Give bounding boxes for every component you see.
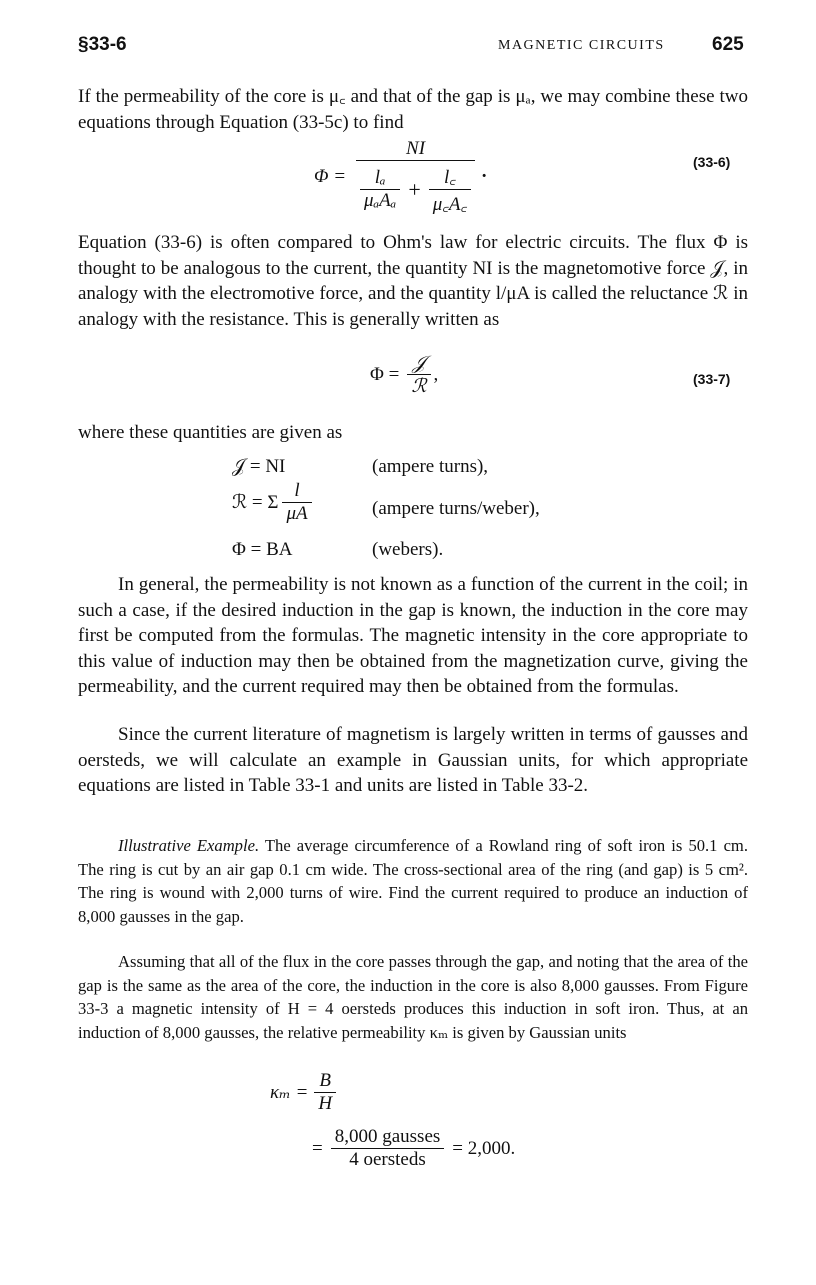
def-magnetomotive-force: 𝒥 = NI (232, 456, 286, 477)
eq1-lhs: Φ = (314, 166, 347, 187)
example-solution-paragraph: Assuming that all of the flux in the core passes through the gap, and noting that the area of the gap is the same as the area of the core, the induction in the core is also 8,000 gausses. From Figure 33-3 a magnetic intensity of H = 4 oersteds produces this induction in soft iron. Thus, at an induction of 8,000 gausses, the relative permeability κₘ is given by Gaussian units (78, 952, 748, 1042)
paragraph-intro: If the permeability of the core is μ꜀ and that of the gap is μₐ, we may combine these two equations through Equation (33-5c) to find (78, 86, 748, 133)
paragraph-general-permeability: In general, the permeability is not known as a function of the current in the coil; in such a case, if the desired induction in the gap is known, the induction in the core may first be computed from the formulas. The magnetic intensity in the core appropriate to this value of induction may then be obtained from the magnetization curve, giving the permeability, and the current required may then be obtained from the formulas. (78, 574, 748, 697)
illustrative-example (78, 834, 748, 928)
example-body: The average circumference of a Rowland ring of soft iron is 50.1 cm. The ring is cut by an air gap 0.1 cm wide. The cross-sectional area of the ring (and gap) is 5 cm². The ring is wound with 2,000 turns of wire. Find the current required to produce an induction of 8,000 gausses in the gap. (78, 836, 748, 926)
eq2-denominator: ℛ (407, 374, 430, 397)
page-number: 625 (712, 34, 744, 55)
eq1-denominator (356, 160, 475, 216)
eq3-numerator: B (319, 1070, 332, 1091)
eq1-plus: + (408, 176, 421, 202)
paragraph-quantities-intro: where these quantities are given as (78, 422, 343, 443)
equation-relative-permeability-value (312, 1126, 515, 1171)
eq1-term2-den: μ꜀A꜀ (429, 189, 471, 216)
eq1-numerator: NI (406, 138, 426, 159)
paragraph-gaussian-units: Since the current literature of magnetism is largely written in terms of gausses and oersteds, we will calculate an example in Gaussian units, for which appropriate equations are listed in Table 33-1 and units are listed in Table 33-2. (78, 724, 748, 796)
example-heading: Illustrative Example. (118, 836, 260, 855)
eq1-main-fraction (356, 138, 475, 216)
eq1-term2 (429, 163, 471, 216)
eq2-numerator: 𝒥 (412, 352, 426, 374)
eq3-denominator-value: 4 oersteds (331, 1148, 445, 1171)
equation-33-6 (314, 138, 514, 216)
eq1-term1-num: lₐ (374, 167, 386, 188)
equation-label-33-6: (33-6) (693, 154, 731, 170)
def-reluctance-unit: (ampere turns/weber), (372, 498, 540, 519)
eq3-fraction-values (331, 1126, 445, 1171)
def-reluctance-fraction (282, 480, 311, 525)
eq2-fraction (407, 352, 430, 397)
eq2-comma: , (433, 363, 439, 385)
eq1-dot: · (481, 166, 488, 187)
eq2-lhs: Φ = (370, 363, 400, 385)
eq1-term1-den: μₐAₐ (360, 189, 400, 212)
def-reluctance (232, 480, 312, 525)
eq3-denominator: H (314, 1092, 336, 1115)
eq3-equals: = (312, 1137, 323, 1159)
running-title: MAGNETIC CIRCUITS (498, 38, 665, 53)
def-flux-unit: (webers). (372, 539, 444, 560)
eq3-fraction-bh (314, 1070, 336, 1115)
eq3-numerator-value: 8,000 gausses (334, 1126, 441, 1147)
eq3-lhs: κₘ = (270, 1082, 309, 1103)
equation-33-7 (370, 352, 438, 397)
eq1-term2-num: l꜀ (443, 167, 456, 188)
eq3-result: = 2,000. (452, 1137, 516, 1159)
equation-relative-permeability (270, 1070, 336, 1115)
def-mmf-unit: (ampere turns), (372, 456, 489, 477)
def-reluctance-den: μA (282, 502, 311, 525)
equation-label-33-7: (33-7) (693, 371, 731, 387)
def-flux: Φ = BA (232, 539, 293, 560)
def-reluctance-num: l (294, 480, 300, 501)
def-reluctance-lhs: ℛ = Σ (232, 492, 279, 513)
eq1-term1 (360, 167, 400, 212)
section-number: §33-6 (78, 34, 127, 55)
paragraph-ohms-law: Equation (33-6) is often compared to Ohm's law for electric circuits. The flux Φ is thought to be analogous to the current, the quantity NI is the magnetomotive force 𝒥, in analogy with the electromotive force, and the quantity l/μA is called the reluctance ℛ in analogy with the resistance. This is generally written as (78, 232, 748, 330)
